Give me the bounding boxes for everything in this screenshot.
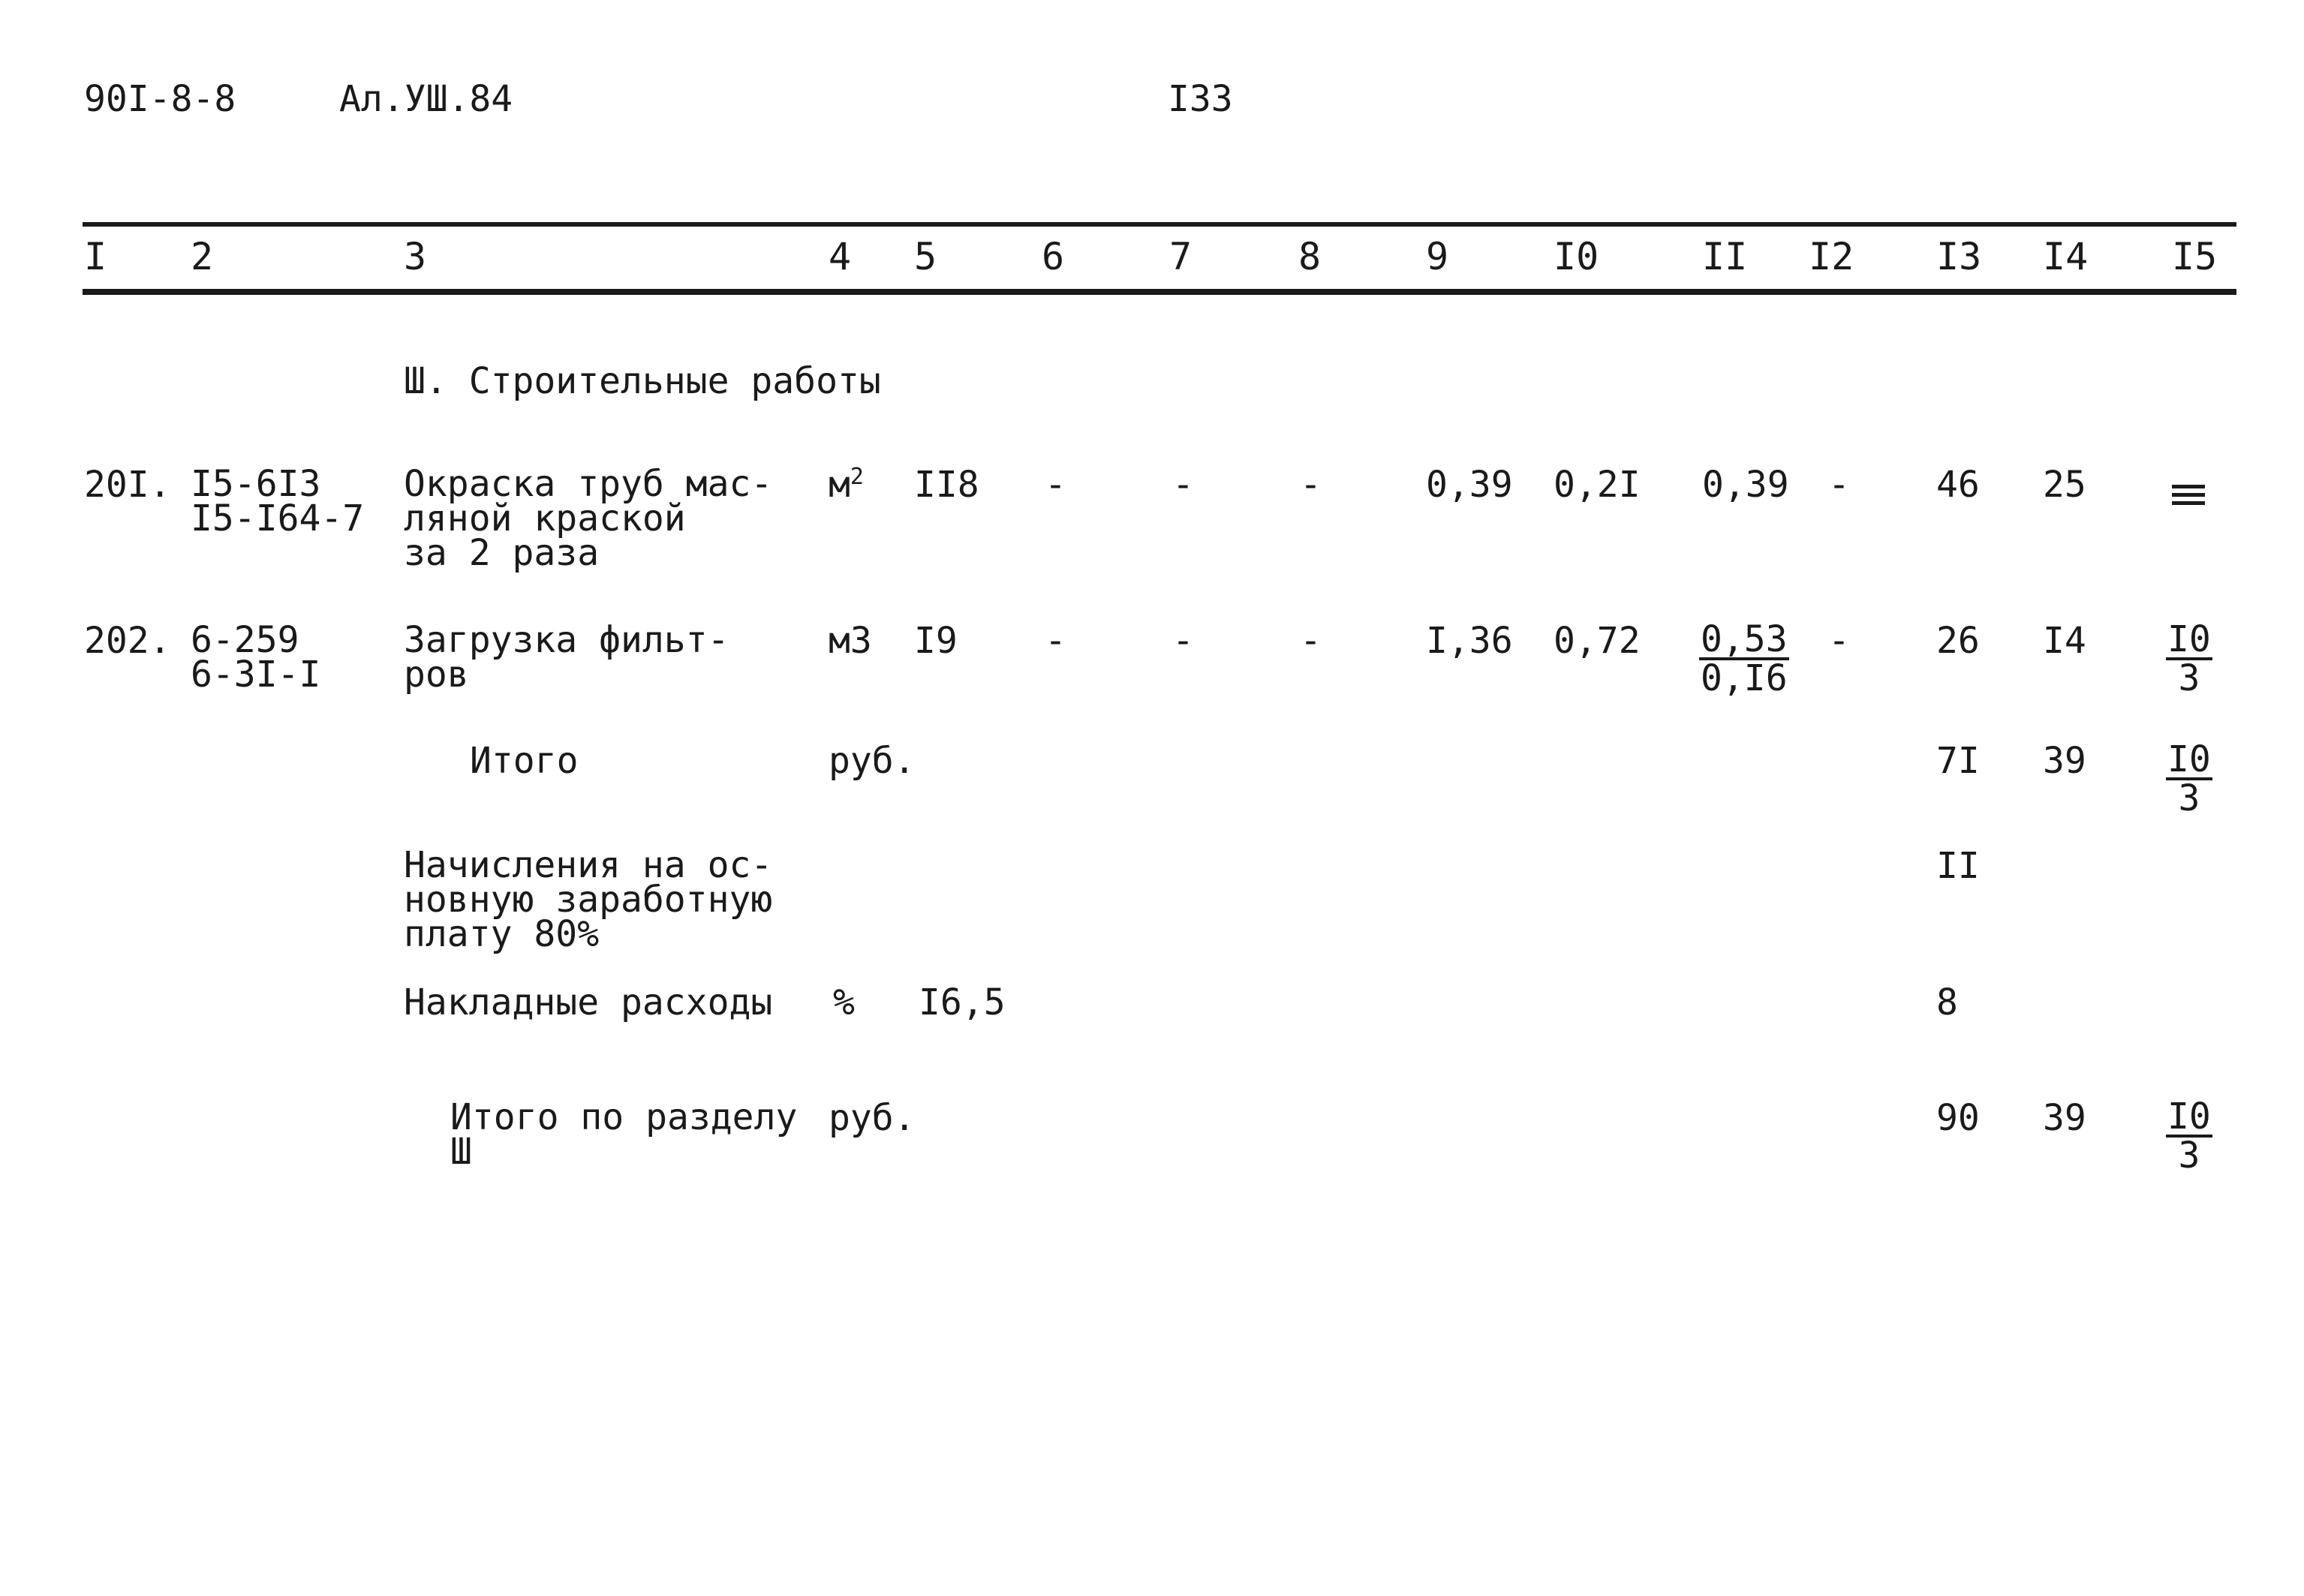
col-header-8: 8 (1298, 235, 1322, 278)
row-col10: 0,2I (1554, 464, 1641, 506)
col-header-11: II (1702, 235, 1748, 278)
col-header-5: 5 (914, 235, 937, 278)
col-header-3: 3 (404, 235, 427, 278)
row-col13: 46 (1936, 464, 1980, 506)
section-title: Ш. Строительные работы (404, 360, 881, 402)
row-col13: 26 (1936, 620, 1980, 662)
row-codes: 6-259 6-3I-I (191, 619, 321, 696)
doc-code: 90I-8-8 (84, 78, 236, 120)
row-col11-fraction: $\frac{0,53}{0,I6}$ (1701, 618, 1788, 699)
col-header-2: 2 (191, 235, 214, 278)
section-total-col15-fraction: $\frac{I0}{3}$ (2167, 1096, 2211, 1177)
overhead-col13: 8 (1936, 981, 1958, 1023)
row-description: Окраска труб мас- ляной краской за 2 раза (404, 463, 773, 574)
row-col7: - (1172, 464, 1194, 506)
row-number: 202. (84, 620, 171, 662)
total-col13: 7I (1936, 740, 1980, 782)
row-col12: - (1828, 464, 1850, 506)
row-col9: I,36 (1426, 620, 1513, 662)
row-col11: 0,39 (1702, 464, 1789, 506)
double-dash-mark (2172, 480, 2205, 509)
section-total-label: Итого по разделу Ш (450, 1096, 798, 1173)
row-quantity: I9 (914, 620, 958, 662)
row-number: 20I. (84, 464, 171, 506)
row-col7: - (1172, 620, 1194, 662)
col-header-15: I5 (2172, 235, 2218, 278)
row-description: Загрузка фильт- ров (404, 619, 729, 696)
col-header-4: 4 (829, 235, 852, 278)
header-bottom-rule (83, 289, 2236, 295)
col-header-7: 7 (1169, 235, 1193, 278)
row-col14: I4 (2043, 620, 2086, 662)
section-total-col13: 90 (1936, 1097, 1980, 1139)
col-header-10: I0 (1554, 235, 1599, 278)
row-col8: - (1300, 620, 1322, 662)
row-col14: 25 (2043, 464, 2086, 506)
col-header-14: I4 (2043, 235, 2089, 278)
page-number: I33 (1168, 78, 1233, 120)
section-total-unit: руб. (829, 1097, 916, 1139)
row-col15-fraction: $\frac{I0}{3}$ (2167, 618, 2211, 699)
total-unit: руб. (829, 740, 916, 782)
accrual-col13: II (1936, 845, 1980, 887)
row-col6: - (1045, 620, 1066, 662)
row-col8: - (1300, 464, 1322, 506)
row-col6: - (1045, 464, 1066, 506)
col-header-9: 9 (1426, 235, 1449, 278)
col-header-13: I3 (1936, 235, 1982, 278)
header-top-rule (83, 222, 2236, 227)
row-quantity: II8 (914, 464, 979, 506)
col-header-1: I (84, 235, 107, 278)
album-code: Ал.УШ.84 (339, 78, 513, 120)
col-header-12: I2 (1809, 235, 1854, 278)
col-header-6: 6 (1042, 235, 1065, 278)
row-col10: 0,72 (1554, 620, 1641, 662)
row-col9: 0,39 (1426, 464, 1513, 506)
row-unit: м3 (829, 620, 872, 662)
total-col15-fraction: $\frac{I0}{3}$ (2167, 738, 2211, 819)
section-total-col14: 39 (2043, 1097, 2086, 1139)
overhead-value: I6,5 (919, 981, 1006, 1023)
row-unit: $м^2$ (829, 464, 864, 506)
total-label: Итого (470, 740, 579, 782)
overhead-label: Накладные расходы (404, 981, 773, 1023)
total-col14: 39 (2043, 740, 2086, 782)
row-col12: - (1828, 620, 1850, 662)
overhead-unit: % (833, 981, 855, 1023)
row-codes: I5-6I3 I5-I64-7 (191, 463, 365, 540)
accrual-label: Начисления на ос- новную заработную плату 80% (404, 844, 773, 955)
